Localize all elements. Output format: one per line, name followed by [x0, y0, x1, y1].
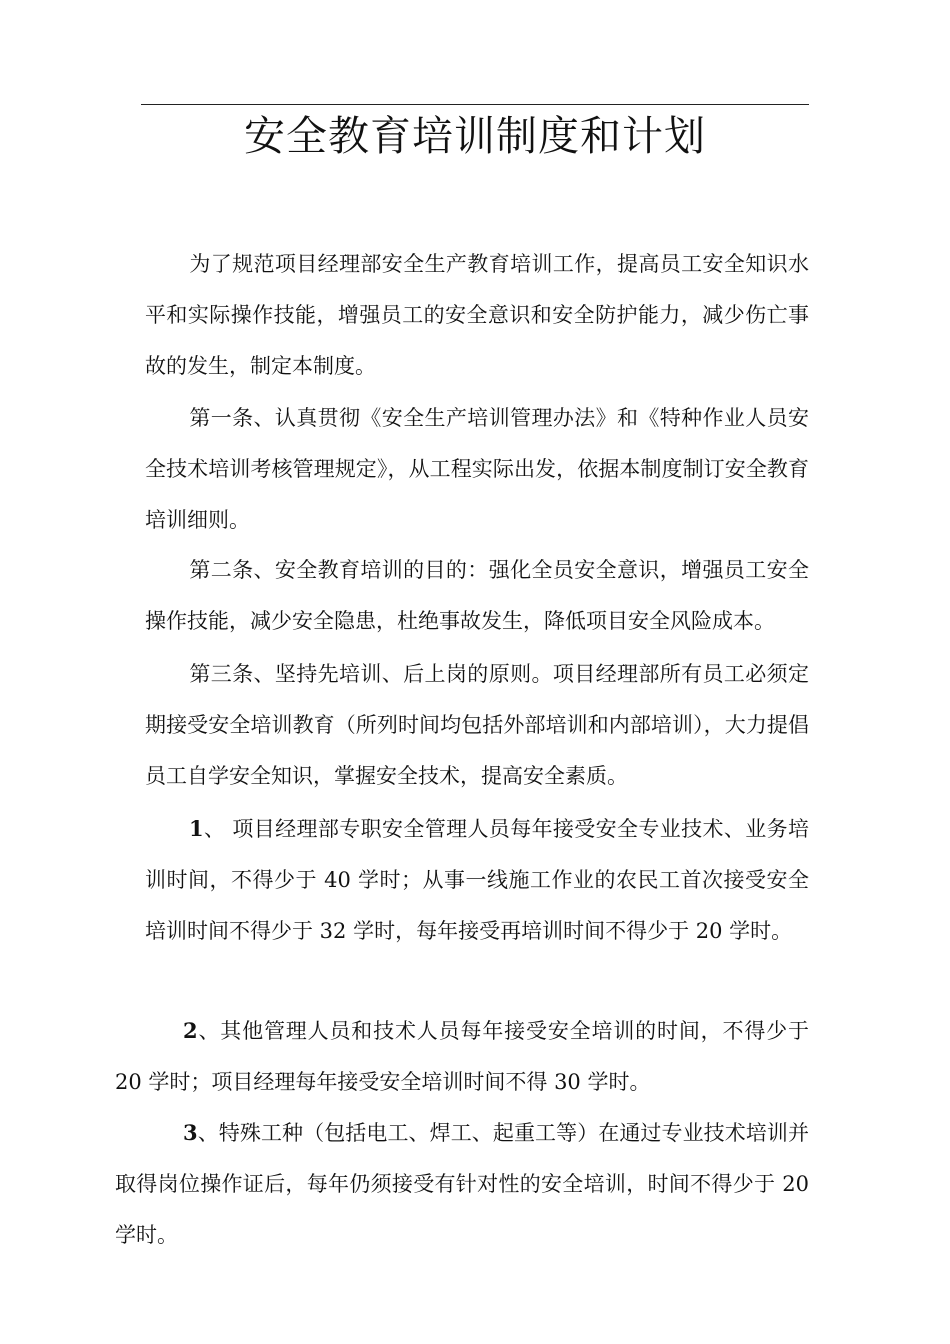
article-3-paragraph [145, 649, 809, 802]
item-2-number: 2 [183, 1018, 198, 1043]
header-rule [141, 104, 809, 105]
item-3-separator: 、 [197, 1121, 219, 1145]
item-3-paragraph [115, 1107, 809, 1261]
article-2-paragraph [145, 545, 809, 647]
item-1-separator: 、 [203, 817, 233, 841]
article-2-text: 第二条、安全教育培训的目的：强化全员安全意识，增强员工安全操作技能，减少安全隐患，杜绝事故发生，降低项目安全风险成本。 [145, 558, 809, 633]
article-1-text: 第一条、认真贯彻《安全生产培训管理办法》和《特种作业人员安全技术培训考核管理规定》，从工程实际出发，依据本制度制订安全教育培训细则。 [145, 406, 809, 532]
article-1-paragraph [145, 393, 809, 546]
article-3-text: 第三条、坚持先培训、后上岗的原则。项目经理部所有员工必须定期接受安全培训教育（所列时间均包括外部培训和内部培训），大力提倡员工自学安全知识，掌握安全技术，提高安全素质。 [145, 662, 809, 788]
item-1-paragraph [145, 803, 809, 957]
document-title: 安全教育培训制度和计划 [244, 112, 706, 160]
item-2-text: 其他管理人员和技术人员每年接受安全培训的时间，不得少于 20 学时；项目经理每年接受安全培训时间不得 30 学时。 [115, 1019, 809, 1094]
item-3-number: 3 [183, 1120, 198, 1145]
item-3-text: 特殊工种（包括电工、焊工、起重工等）在通过专业技术培训并取得岗位操作证后，每年仍须接受有针对性的安全培训，时间不得少于 20 学时。 [115, 1121, 810, 1247]
item-1-number: 1 [189, 816, 204, 841]
item-2-paragraph [115, 1005, 809, 1108]
item-2-separator: 、 [197, 1019, 221, 1043]
item-1-text: 项目经理部专职安全管理人员每年接受安全专业技术、业务培训时间，不得少于 40 学时；从事一线施工作业的农民工首次接受安全培训时间不得少于 32 学时，每年接受再培训时间不得少于 20 学时。 [145, 817, 809, 943]
intro-text: 为了规范项目经理部安全生产教育培训工作，提高员工安全知识水平和实际操作技能，增强员工的安全意识和安全防护能力，减少伤亡事故的发生，制定本制度。 [145, 252, 809, 378]
intro-paragraph [145, 239, 809, 392]
